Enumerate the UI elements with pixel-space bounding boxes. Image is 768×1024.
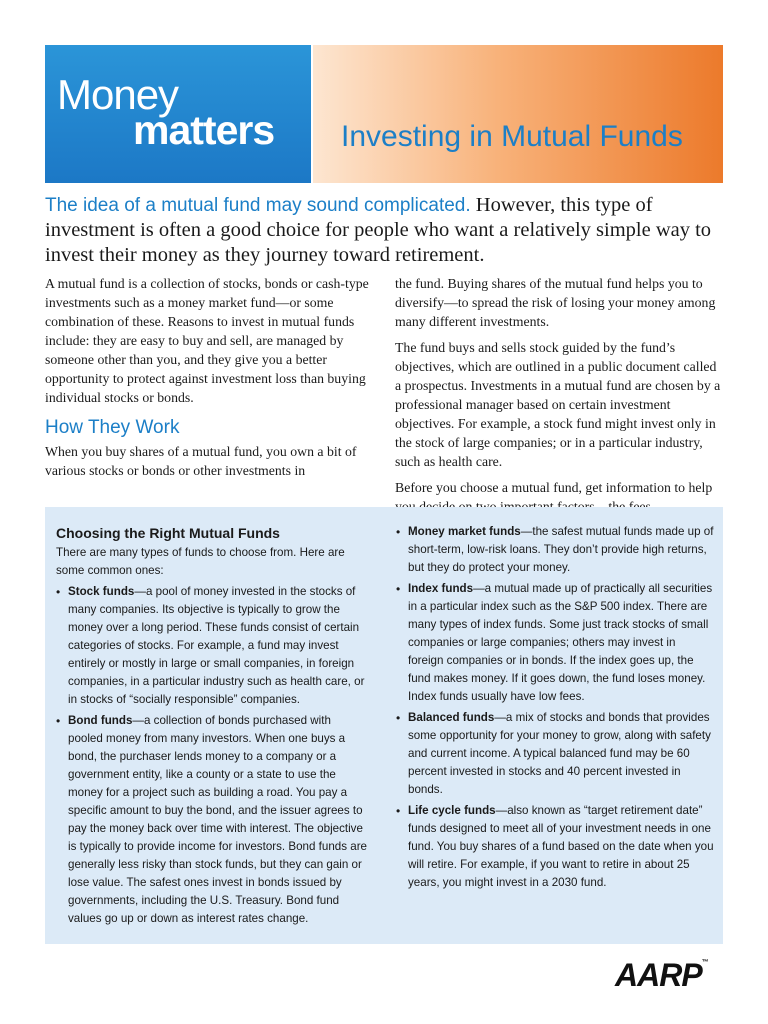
page-title: Investing in Mutual Funds: [341, 120, 683, 153]
body-paragraph: The fund buys and sells stock guided by the fund’s objectives, which are outlined in a public document called a prospectus. Investments in a mutual fund are chosen by a professional manager based on certain investment objectives. For example, a stock fund might invest only in the stock of large companies; or in a particular industry, such as health care.: [395, 340, 721, 469]
fund-type-list: [56, 583, 368, 928]
logo-text: AARP: [615, 957, 702, 993]
body-paragraph: the fund. Buying shares of the mutual fund helps you to diversify—to spread the risk of losing your money among many different investments.: [395, 276, 716, 329]
section-heading: How They Work: [45, 417, 180, 438]
fund-term: Life cycle funds: [408, 804, 496, 817]
brand-money: Money: [57, 71, 179, 118]
sidebar-column-right: [396, 523, 714, 895]
fund-description: —the safest mutual funds made up of short-term, low-risk loans. They don’t provide high returns, but they do protect your money.: [408, 525, 714, 574]
list-item: [396, 523, 714, 577]
fund-description: —a mix of stocks and bonds that provides some opportunity for your money to grow, along with safety and current income. A typical balanced fund may be 60 percent invested in stocks and 40 percent invested in bonds.: [408, 711, 711, 796]
header-title-panel: [313, 45, 723, 183]
fund-term: Balanced funds: [408, 711, 495, 724]
fund-description: —a pool of money invested in the stocks of many companies. Its objective is typically to grow the money over a long period. These funds consist of certain categories of stocks. For example, a fund may invest entirely or mostly in large or small companies, in foreign companies, in a particular industry such as health care, or in stocks of “socially responsible” companies.: [68, 585, 365, 706]
list-item: [56, 583, 368, 709]
sidebar-column-left: [56, 523, 368, 931]
brand-matters: matters: [133, 107, 275, 153]
list-item: [396, 802, 714, 892]
trademark-symbol: ™: [701, 959, 709, 966]
aarp-logo: [615, 959, 709, 991]
intro-lead: The idea of a mutual fund may sound complicated.: [45, 195, 471, 216]
fund-description: —a collection of bonds purchased with pooled money from many investors. When one buys a bond, the purchaser lends money to a company or a government entity, like a county or a state to use the money for a project such as building a road. You pay a specific amount to buy the bond, and the issuer agrees to pay the money back over time with interest. The objective is typically to provide income for investors. Bond funds are generally less risky than stock funds, but they can gain or lose value. The safest ones invest in bonds issued by governments, including the U.S. Treasury. Bond fund values go up or down as interest rates change.: [68, 714, 368, 925]
intro-paragraph: [45, 193, 723, 268]
body-paragraph: A mutual fund is a collection of stocks, bonds or cash-type investments such as a money market fund—or some combination of these. Reasons to invest in mutual funds include: they are easy to buy and sell, are managed by someone other than you, and they give you a better opportunity to protect against investment loss than buying individual stocks or bonds.: [45, 276, 369, 405]
fund-term: Bond funds: [68, 714, 133, 727]
intro-rest: However, this type of investment is often a good choice for people who want a relatively simple way to invest their money as they journey toward retirement.: [45, 194, 712, 266]
body-paragraph: When you buy shares of a mutual fund, you own a bit of various stocks or bonds or other investments in: [45, 444, 357, 478]
fund-term: Index funds: [408, 582, 474, 595]
sidebar-title: Choosing the Right Mutual Funds: [56, 525, 280, 541]
list-item: [56, 712, 368, 928]
body-column-right: [395, 274, 725, 516]
fund-description: —a mutual made up of practically all securities in a particular index such as the S&P 500 index. There are many types of index funds. Some just track stocks of small companies or large companies; others may invest in foreign companies or in bonds. If the index goes up, the fund makes money. If it goes down, the fund loses money. Index funds usually have low fees.: [408, 582, 713, 703]
fund-type-list: [396, 523, 714, 892]
list-item: [396, 709, 714, 799]
list-item: [396, 580, 714, 706]
fund-term: Money market funds: [408, 525, 521, 538]
fund-term: Stock funds: [68, 585, 135, 598]
body-column-left: [45, 274, 375, 480]
body-paragraph: Before you choose a mutual fund, get information to help: [395, 480, 713, 495]
fund-description: —also known as “target retirement date” funds designed to meet all of your investment needs in one fund. You buy shares of a fund based on the date when you will retire. For example, if you want to retire in about 25 years, you might invest in a 2030 fund.: [408, 804, 714, 889]
sidebar-intro: There are many types of funds to choose from. Here are some common ones:: [56, 546, 345, 577]
